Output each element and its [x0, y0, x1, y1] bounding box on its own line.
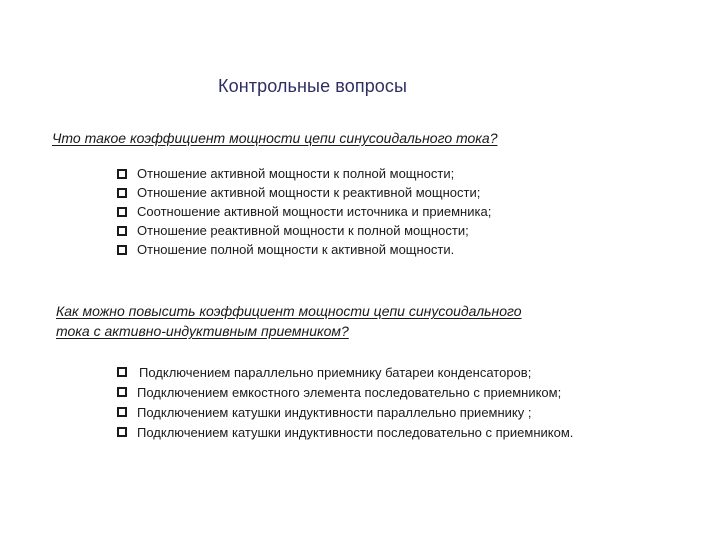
- question-2-options: [117, 362, 573, 442]
- checkbox-icon[interactable]: [117, 169, 127, 179]
- option-label: Соотношение активной мощности источника и приемника;: [137, 204, 492, 219]
- question-2-line-2: тока с активно-индуктивным приемником?: [56, 323, 349, 339]
- option-label: Отношение полной мощности к активной мощности.: [137, 242, 455, 257]
- checkbox-icon[interactable]: [117, 226, 127, 236]
- question-2-option-1[interactable]: [117, 362, 573, 382]
- option-label: Подключением катушки индуктивности параллельно приемнику ;: [137, 404, 532, 420]
- checkbox-icon[interactable]: [117, 188, 127, 198]
- checkbox-icon[interactable]: [117, 367, 127, 377]
- checkbox-icon[interactable]: [117, 387, 127, 397]
- question-2-option-4[interactable]: [117, 422, 573, 442]
- checkbox-icon[interactable]: [117, 207, 127, 217]
- checkbox-icon[interactable]: [117, 245, 127, 255]
- question-1-text: Что такое коэффициент мощности цепи синусоидального тока?: [52, 130, 498, 146]
- question-1-option-4[interactable]: [117, 221, 491, 240]
- option-label: Отношение активной мощности к полной мощности;: [137, 166, 455, 181]
- question-1-option-5[interactable]: [117, 240, 491, 259]
- question-1-option-3[interactable]: [117, 202, 491, 221]
- question-1-option-1[interactable]: [117, 164, 491, 183]
- option-label: Отношение реактивной мощности к полной мощности;: [137, 223, 469, 238]
- option-label: Отношение активной мощности к реактивной мощности;: [137, 185, 481, 200]
- checkbox-icon[interactable]: [117, 427, 127, 437]
- question-2-text: [56, 301, 522, 341]
- question-2-option-3[interactable]: [117, 402, 573, 422]
- question-2-line-1: Как можно повысить коэффициент мощности цепи синусоидального: [56, 303, 522, 319]
- page-title: Контрольные вопросы: [218, 76, 408, 96]
- option-label: Подключением катушки индуктивности последовательно с приемником.: [137, 424, 574, 440]
- question-1-options: [117, 164, 491, 259]
- option-label: Подключением емкостного элемента последовательно с приемником;: [137, 384, 562, 400]
- checkbox-icon[interactable]: [117, 407, 127, 417]
- question-1-option-2[interactable]: [117, 183, 491, 202]
- option-label: Подключением параллельно приемнику батареи конденсаторов;: [139, 364, 532, 380]
- question-2-option-2[interactable]: [117, 382, 573, 402]
